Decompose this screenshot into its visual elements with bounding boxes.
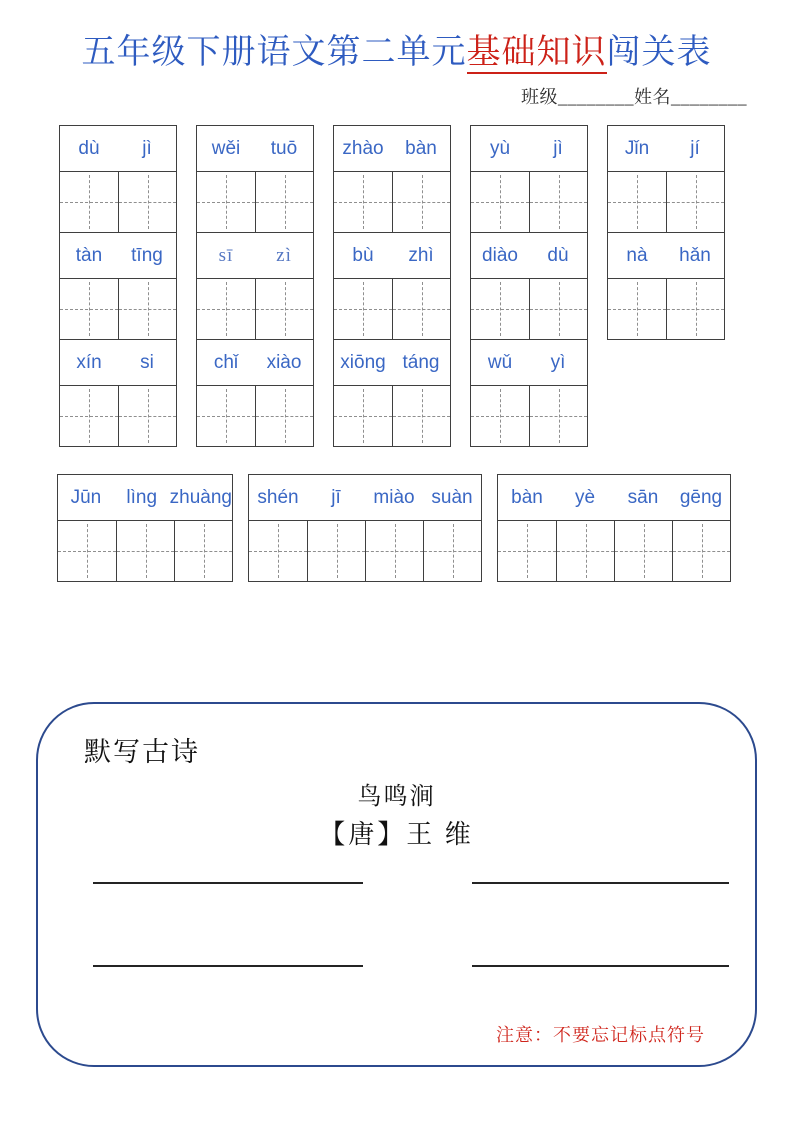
writing-cell bbox=[471, 172, 529, 232]
writing-cell bbox=[334, 279, 392, 339]
cell-horizontal-guide bbox=[393, 309, 450, 310]
pinyin-syllable: shén bbox=[257, 486, 299, 508]
class-name-line bbox=[0, 83, 793, 109]
pinyin-syllable: xiào bbox=[266, 351, 302, 373]
pinyin-header bbox=[60, 233, 176, 279]
writing-cell bbox=[666, 172, 724, 232]
pinyin-syllable: sān bbox=[627, 486, 659, 508]
poem-panel-heading: 默写古诗 bbox=[84, 737, 200, 767]
pinyin-syllable: si bbox=[140, 351, 154, 373]
writing-cell bbox=[529, 172, 587, 232]
cell-horizontal-guide bbox=[530, 416, 587, 417]
pinyin-syllable: Jǐn bbox=[624, 137, 650, 159]
pinyin-word-card bbox=[58, 475, 232, 581]
pinyin-header bbox=[58, 475, 232, 521]
pinyin-syllable: jì bbox=[553, 137, 563, 159]
cell-horizontal-guide bbox=[667, 202, 724, 203]
cell-horizontal-guide bbox=[608, 309, 666, 310]
cell-horizontal-guide bbox=[424, 551, 481, 552]
pinyin-word-card bbox=[60, 126, 176, 233]
name-label: 姓名 bbox=[634, 87, 671, 107]
cell-horizontal-guide bbox=[393, 202, 450, 203]
pinyin-column bbox=[470, 125, 588, 447]
pinyin-syllable: bàn bbox=[405, 137, 437, 159]
pinyin-word-card bbox=[334, 126, 450, 233]
writing-row bbox=[60, 386, 176, 446]
pinyin-column bbox=[59, 125, 177, 447]
writing-row bbox=[334, 386, 450, 446]
pinyin-header bbox=[608, 126, 724, 172]
pinyin-header bbox=[249, 475, 481, 521]
writing-cell bbox=[666, 279, 724, 339]
phrase-card bbox=[497, 474, 731, 582]
pinyin-syllable: diào bbox=[482, 244, 518, 266]
pinyin-syllable: yè bbox=[574, 486, 596, 508]
writing-cell bbox=[60, 172, 118, 232]
writing-cell bbox=[423, 521, 481, 581]
pinyin-word-card bbox=[60, 340, 176, 446]
pinyin-column bbox=[196, 125, 314, 447]
writing-cell bbox=[392, 172, 450, 232]
cell-horizontal-guide bbox=[197, 202, 255, 203]
cell-horizontal-guide bbox=[334, 309, 392, 310]
writing-cell bbox=[197, 279, 255, 339]
pinyin-header bbox=[334, 126, 450, 172]
writing-cell bbox=[608, 172, 666, 232]
pinyin-word-card bbox=[471, 126, 587, 233]
cell-horizontal-guide bbox=[530, 202, 587, 203]
cell-horizontal-guide bbox=[471, 202, 529, 203]
writing-row bbox=[608, 172, 724, 233]
pinyin-syllable: wǔ bbox=[487, 351, 513, 373]
cell-horizontal-guide bbox=[608, 202, 666, 203]
writing-row bbox=[471, 172, 587, 233]
pinyin-syllable: jì bbox=[142, 137, 152, 159]
writing-row bbox=[471, 386, 587, 446]
pinyin-syllable: dù bbox=[78, 137, 100, 159]
pinyin-syllable: xiōng bbox=[340, 351, 386, 373]
writing-cell bbox=[255, 386, 313, 446]
writing-cell bbox=[118, 279, 176, 339]
cell-horizontal-guide bbox=[119, 309, 176, 310]
pinyin-word-grid bbox=[59, 125, 793, 447]
writing-cell bbox=[529, 279, 587, 339]
writing-row bbox=[608, 279, 724, 339]
class-label: 班级 bbox=[521, 87, 558, 107]
pinyin-word-card bbox=[608, 126, 724, 233]
cell-horizontal-guide bbox=[60, 202, 118, 203]
writing-cell bbox=[614, 521, 672, 581]
writing-cell bbox=[60, 279, 118, 339]
writing-cell bbox=[58, 521, 116, 581]
pinyin-syllable: Jūn bbox=[70, 486, 102, 508]
cell-horizontal-guide bbox=[256, 416, 313, 417]
writing-cell bbox=[471, 386, 529, 446]
pinyin-syllable: jī bbox=[331, 486, 341, 508]
writing-cell bbox=[197, 386, 255, 446]
poem-blank-line bbox=[93, 882, 363, 884]
writing-row bbox=[60, 279, 176, 340]
cell-horizontal-guide bbox=[249, 551, 307, 552]
pinyin-header bbox=[471, 233, 587, 279]
pinyin-word-card bbox=[197, 233, 313, 340]
pinyin-syllable: yù bbox=[489, 137, 511, 159]
cell-horizontal-guide bbox=[471, 309, 529, 310]
pinyin-column bbox=[607, 125, 725, 340]
poem-author: 【唐】王 维 bbox=[319, 820, 474, 849]
cell-horizontal-guide bbox=[197, 309, 255, 310]
writing-row bbox=[334, 279, 450, 340]
cell-horizontal-guide bbox=[175, 551, 232, 552]
phrase-row bbox=[57, 474, 793, 582]
cell-horizontal-guide bbox=[530, 309, 587, 310]
pinyin-header bbox=[60, 340, 176, 386]
pinyin-header bbox=[471, 340, 587, 386]
pinyin-syllable: táng bbox=[402, 351, 440, 373]
cell-horizontal-guide bbox=[256, 202, 313, 203]
pinyin-header bbox=[334, 233, 450, 279]
writing-row bbox=[58, 521, 232, 581]
cell-horizontal-guide bbox=[366, 551, 423, 552]
pinyin-header bbox=[197, 233, 313, 279]
pinyin-syllable: nà bbox=[626, 244, 648, 266]
pinyin-syllable: yì bbox=[550, 351, 566, 373]
pinyin-syllable: xín bbox=[76, 351, 102, 373]
cell-horizontal-guide bbox=[557, 551, 614, 552]
pinyin-word-card bbox=[498, 475, 730, 581]
pinyin-syllable: tàn bbox=[75, 244, 103, 266]
cell-horizontal-guide bbox=[334, 416, 392, 417]
cell-horizontal-guide bbox=[673, 551, 730, 552]
pinyin-syllable: hǎn bbox=[679, 244, 711, 266]
writing-cell bbox=[608, 279, 666, 339]
cell-horizontal-guide bbox=[667, 309, 724, 310]
pinyin-syllable: zhuàng bbox=[169, 486, 232, 508]
cell-horizontal-guide bbox=[393, 416, 450, 417]
punctuation-note: 注意：不要忘记标点符号 bbox=[496, 1025, 705, 1045]
writing-cell bbox=[529, 386, 587, 446]
pinyin-syllable: zhào bbox=[342, 137, 384, 159]
writing-row bbox=[197, 279, 313, 340]
cell-horizontal-guide bbox=[334, 202, 392, 203]
writing-cell bbox=[60, 386, 118, 446]
pinyin-header bbox=[471, 126, 587, 172]
poem-blank-line bbox=[472, 965, 729, 967]
cell-horizontal-guide bbox=[471, 416, 529, 417]
writing-cell bbox=[118, 386, 176, 446]
pinyin-syllable: tuō bbox=[270, 137, 298, 159]
poem-blank-line bbox=[472, 882, 729, 884]
cell-horizontal-guide bbox=[117, 551, 174, 552]
pinyin-word-card bbox=[60, 233, 176, 340]
cell-horizontal-guide bbox=[197, 416, 255, 417]
writing-cell bbox=[392, 279, 450, 339]
writing-cell bbox=[556, 521, 614, 581]
pinyin-syllable: jí bbox=[690, 137, 700, 159]
pinyin-syllable: tīng bbox=[131, 244, 163, 266]
writing-row bbox=[334, 172, 450, 233]
pinyin-syllable: suàn bbox=[431, 486, 473, 508]
writing-cell bbox=[471, 279, 529, 339]
pinyin-header bbox=[60, 126, 176, 172]
pinyin-word-card bbox=[197, 340, 313, 446]
pinyin-syllable: bàn bbox=[511, 486, 543, 508]
cell-horizontal-guide bbox=[60, 309, 118, 310]
writing-cell bbox=[334, 172, 392, 232]
cell-horizontal-guide bbox=[60, 416, 118, 417]
pinyin-column bbox=[333, 125, 451, 447]
pinyin-syllable: zì bbox=[276, 244, 292, 266]
phrase-card bbox=[57, 474, 233, 582]
pinyin-header bbox=[334, 340, 450, 386]
cell-horizontal-guide bbox=[119, 416, 176, 417]
writing-cell bbox=[334, 386, 392, 446]
writing-cell bbox=[116, 521, 174, 581]
writing-cell bbox=[255, 172, 313, 232]
writing-row bbox=[471, 279, 587, 340]
writing-cell bbox=[307, 521, 365, 581]
pinyin-word-card bbox=[197, 126, 313, 233]
writing-cell bbox=[255, 279, 313, 339]
writing-cell bbox=[174, 521, 232, 581]
pinyin-syllable: wěi bbox=[211, 137, 241, 159]
writing-cell bbox=[498, 521, 556, 581]
writing-cell bbox=[249, 521, 307, 581]
poem-dictation-panel bbox=[36, 702, 757, 1067]
pinyin-syllable: sī bbox=[218, 244, 234, 266]
cell-horizontal-guide bbox=[119, 202, 176, 203]
pinyin-word-card bbox=[471, 340, 587, 446]
writing-row bbox=[60, 172, 176, 233]
pinyin-syllable: lìng bbox=[126, 486, 158, 508]
pinyin-syllable: bù bbox=[352, 244, 374, 266]
pinyin-word-card bbox=[334, 340, 450, 446]
cell-horizontal-guide bbox=[308, 551, 365, 552]
title-part-red-underlined: 基础知识 bbox=[467, 34, 607, 74]
name-blank: ________ bbox=[671, 87, 747, 107]
cell-horizontal-guide bbox=[256, 309, 313, 310]
phrase-card bbox=[248, 474, 482, 582]
cell-horizontal-guide bbox=[615, 551, 672, 552]
writing-cell bbox=[197, 172, 255, 232]
pinyin-header bbox=[197, 340, 313, 386]
writing-cell bbox=[118, 172, 176, 232]
pinyin-header bbox=[197, 126, 313, 172]
poem-title: 鸟鸣涧 bbox=[357, 784, 436, 810]
writing-cell bbox=[672, 521, 730, 581]
pinyin-word-card bbox=[608, 233, 724, 339]
pinyin-syllable: zhì bbox=[408, 244, 434, 266]
pinyin-syllable: miào bbox=[373, 486, 415, 508]
pinyin-header bbox=[608, 233, 724, 279]
pinyin-word-card bbox=[249, 475, 481, 581]
writing-row bbox=[197, 386, 313, 446]
class-blank: ________ bbox=[558, 87, 634, 107]
writing-row bbox=[197, 172, 313, 233]
page-title bbox=[0, 0, 793, 73]
pinyin-word-card bbox=[334, 233, 450, 340]
pinyin-syllable: chǐ bbox=[213, 351, 239, 373]
cell-horizontal-guide bbox=[498, 551, 556, 552]
title-part-blue-right: 闯关表 bbox=[606, 34, 712, 71]
writing-row bbox=[498, 521, 730, 581]
pinyin-header bbox=[498, 475, 730, 521]
writing-cell bbox=[365, 521, 423, 581]
pinyin-word-card bbox=[471, 233, 587, 340]
cell-horizontal-guide bbox=[58, 551, 116, 552]
pinyin-syllable: dù bbox=[547, 244, 569, 266]
writing-row bbox=[249, 521, 481, 581]
poem-blank-line bbox=[93, 965, 363, 967]
pinyin-syllable: gēng bbox=[679, 486, 723, 508]
title-part-blue-left: 五年级下册语文第二单元 bbox=[81, 34, 467, 71]
writing-cell bbox=[392, 386, 450, 446]
